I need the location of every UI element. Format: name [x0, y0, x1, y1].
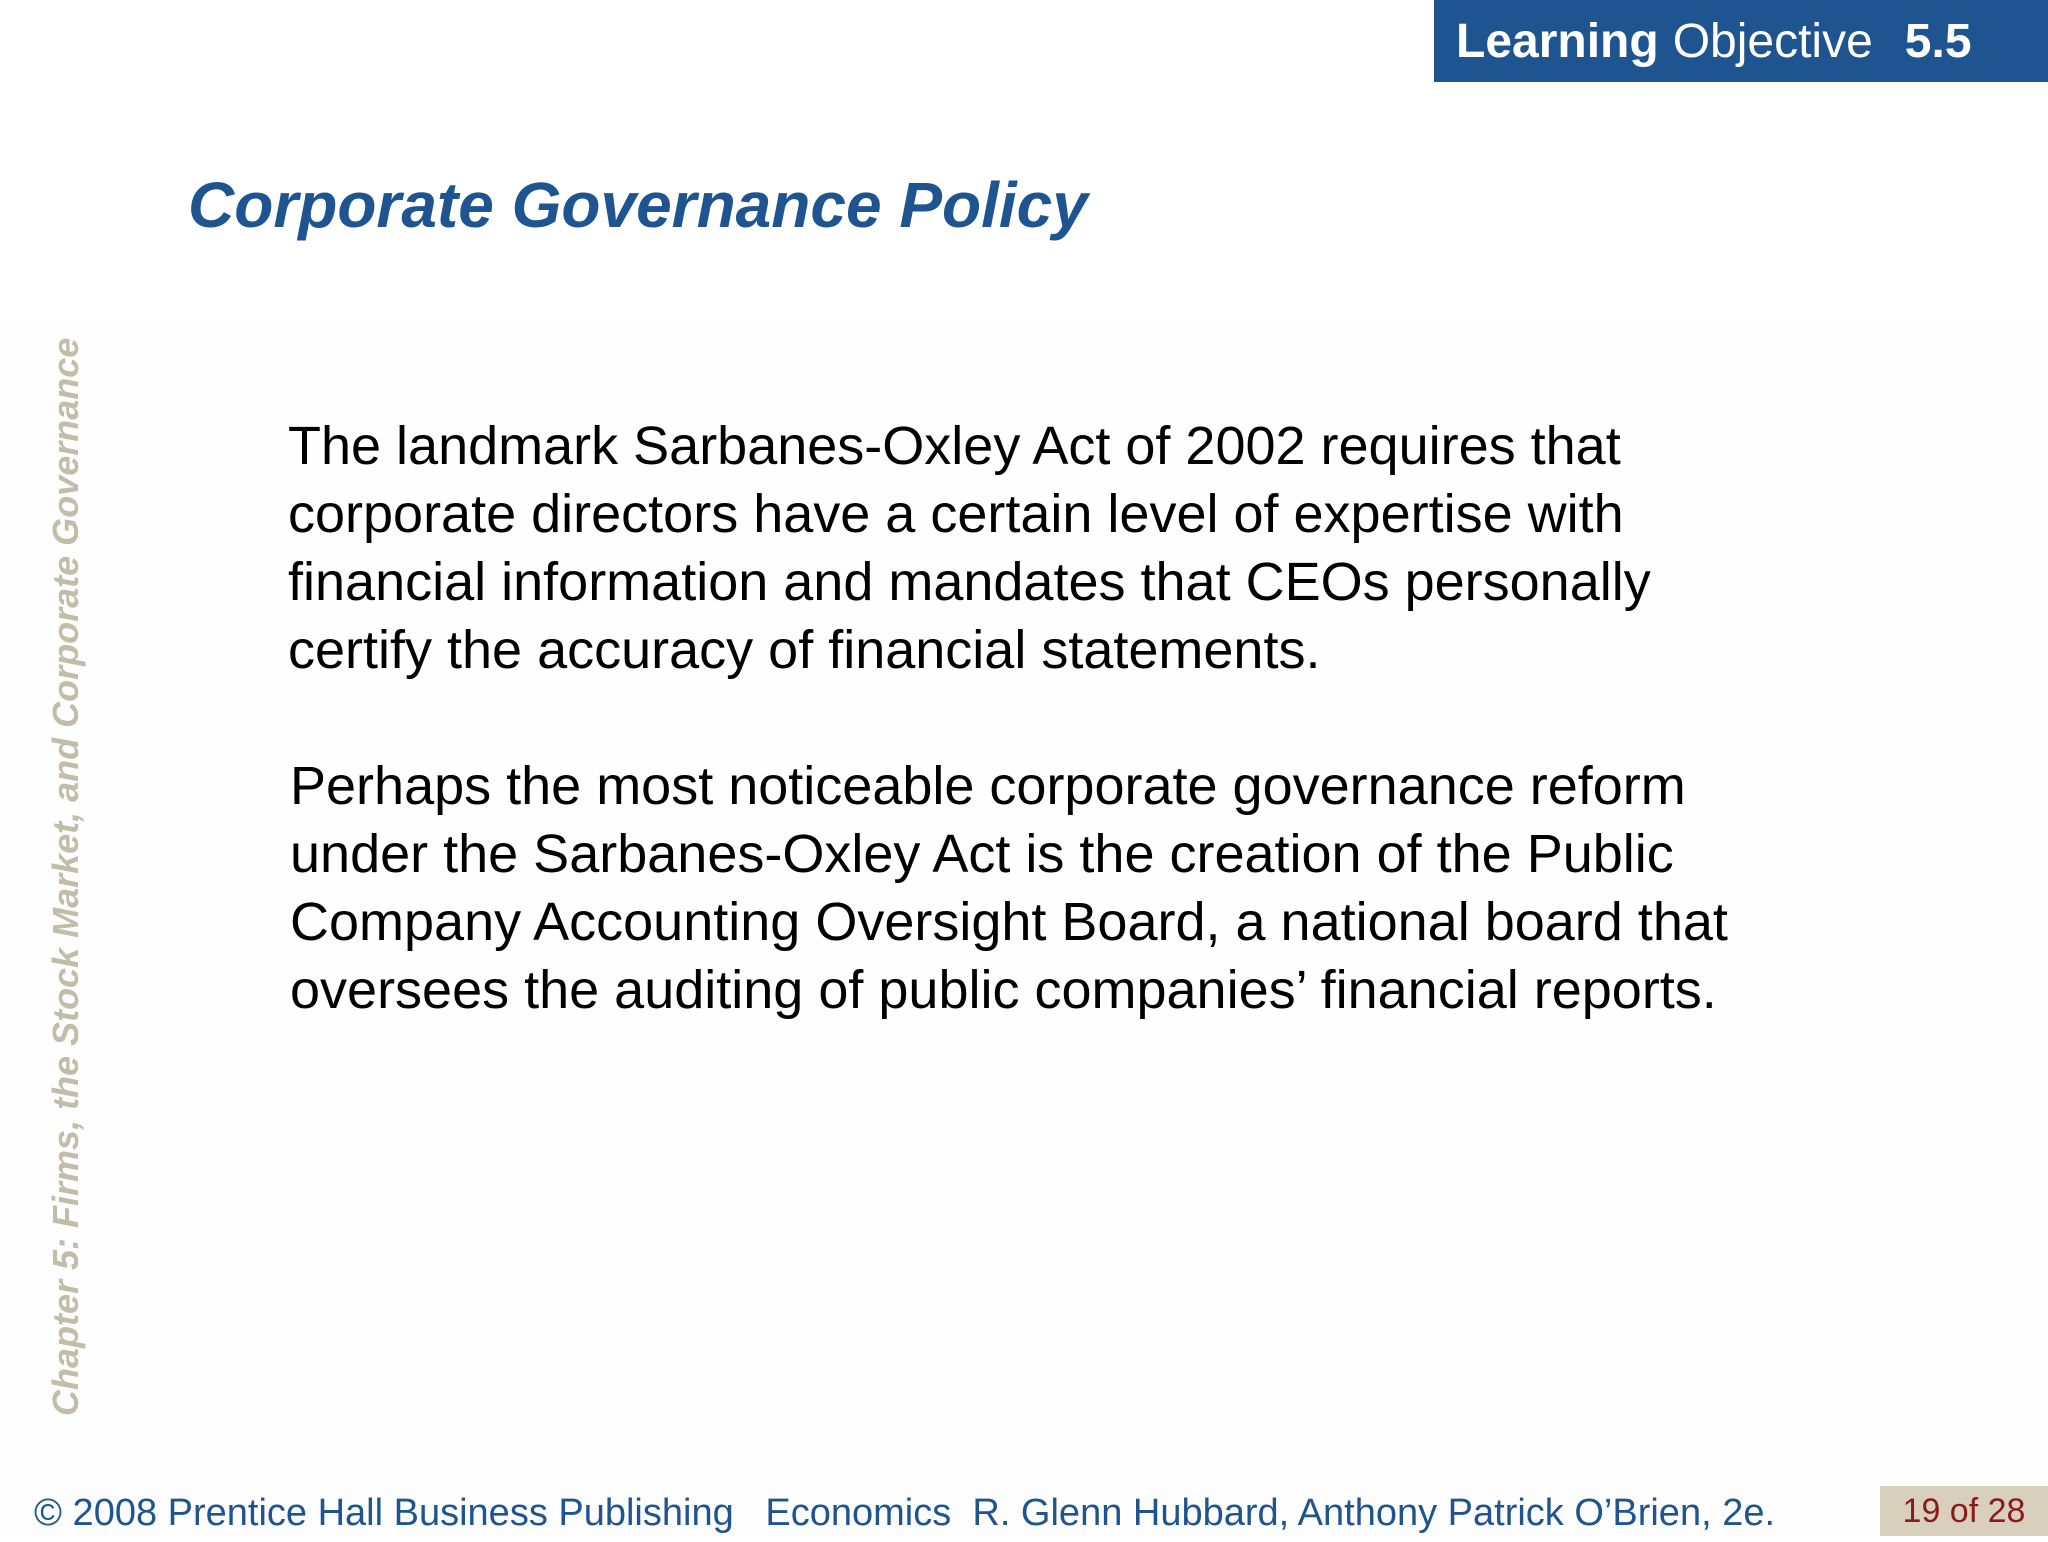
slide-title: Corporate Governance Policy	[188, 169, 1088, 241]
body-paragraph-2: Perhaps the most noticeable corporate governance reform under the Sarbanes-Oxley Act is the creation of the Public Company Accounting Oversight Board, a national board that oversees the auditing of public companies’ financial reports.	[290, 756, 1728, 1020]
learning-objective-banner	[1434, 0, 2048, 82]
footer-course: Economics	[765, 1492, 952, 1534]
banner-objective-label: Objective	[1672, 14, 1873, 68]
chapter-sidebar	[40, 208, 92, 1416]
banner-learning-label: Learning	[1456, 14, 1659, 68]
slide-footer	[34, 1484, 1775, 1536]
chapter-title-vertical: Chapter 5: Firms, the Stock Market, and Corporate Governance	[45, 337, 86, 1416]
footer-authors: R. Glenn Hubbard, Anthony Patrick O’Brien, 2e.	[972, 1492, 1776, 1534]
body-paragraph-1: The landmark Sarbanes-Oxley Act of 2002 requires that corporate directors have a certain level of expertise with financial information and mandates that CEOs personally certify the accuracy of financial statements.	[288, 416, 1651, 680]
page-indicator-badge: 19 of 28	[1880, 1486, 2048, 1536]
banner-objective-number: 5.5	[1904, 14, 1972, 68]
footer-copyright: © 2008 Prentice Hall Business Publishing	[34, 1492, 734, 1534]
